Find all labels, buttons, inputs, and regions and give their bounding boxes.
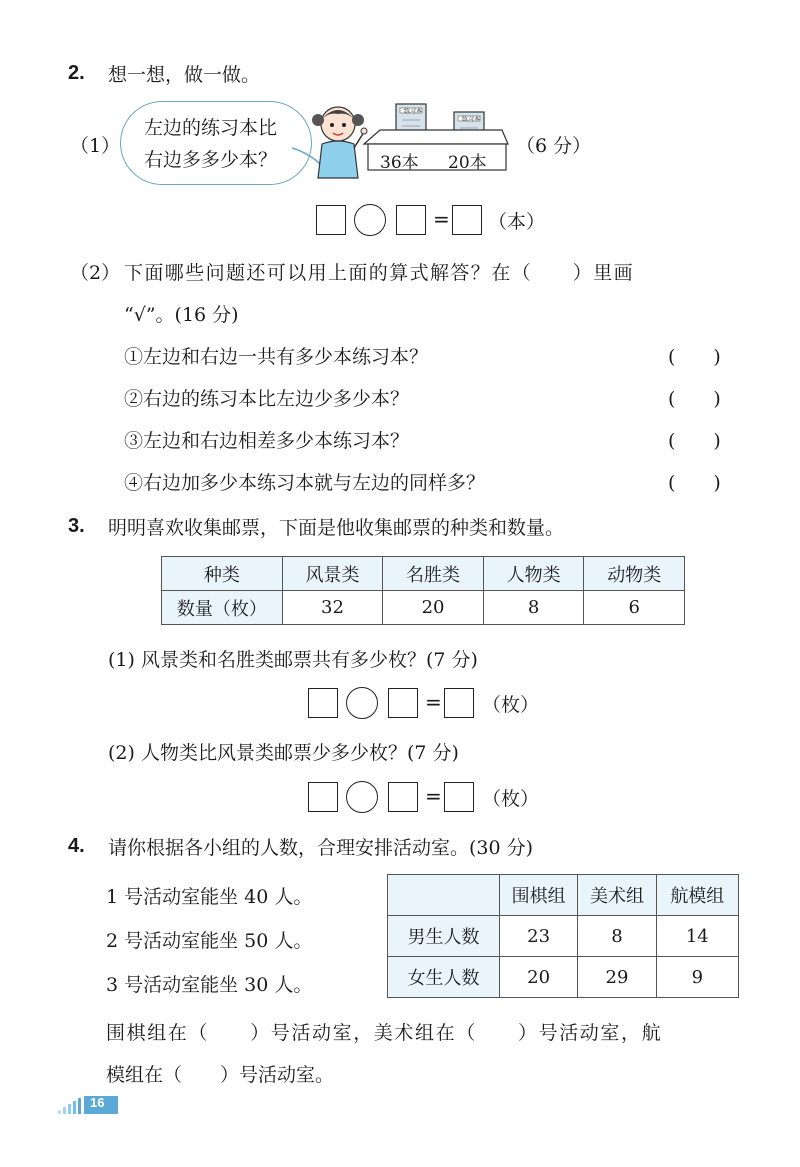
q3-title: 明明喜欢收集邮票，下面是他收集邮票的种类和数量。 bbox=[108, 517, 565, 539]
table-cell: 20 bbox=[499, 957, 577, 998]
girl-illustration bbox=[308, 98, 370, 182]
q4-answer-line-1: 围棋组在（ ）号活动室，美术组在（ ）号活动室，航 bbox=[106, 1022, 663, 1044]
q3-number: 3. bbox=[68, 515, 85, 537]
bubble-line-2: 右边多多少本？ bbox=[144, 149, 278, 171]
bubble-line-1: 左边的练习本比 bbox=[144, 117, 278, 139]
q2-p2-text-2: “√”。(16 分) bbox=[124, 304, 239, 326]
q2-p1-label: （1） bbox=[70, 135, 121, 157]
q3-p1-operator-circle[interactable] bbox=[346, 687, 378, 719]
group-table bbox=[387, 874, 739, 998]
q3-p2-text: (2) 人物类比风景类邮票少多少枚？(7 分) bbox=[108, 742, 459, 764]
table-header-cell: 种类 bbox=[162, 557, 283, 591]
q4-title: 请你根据各小组的人数，合理安排活动室。(30 分) bbox=[108, 837, 534, 859]
table-header-cell: 航模组 bbox=[656, 875, 738, 916]
option-3-text: ③左边和右边相差多少本练习本？ bbox=[124, 430, 410, 452]
room-3: 3 号活动室能坐 30 人。 bbox=[106, 974, 313, 996]
table-header-cell: 围棋组 bbox=[499, 875, 577, 916]
table-cell: 8 bbox=[578, 916, 656, 957]
room-2: 2 号活动室能坐 50 人。 bbox=[106, 930, 313, 952]
q2-p1-score: （6 分） bbox=[516, 135, 592, 157]
table-row bbox=[162, 557, 685, 591]
option-3-blank[interactable]: ( ) bbox=[668, 430, 721, 452]
book-right-count: 20本 bbox=[448, 153, 487, 173]
q3-p2-operator-circle[interactable] bbox=[346, 781, 378, 813]
room-1: 1 号活动室能坐 40 人。 bbox=[106, 886, 313, 908]
q2-p2-text-1: 下面哪些问题还可以用上面的算式解答？在（ ）里画 bbox=[124, 262, 635, 284]
page-badge-icon bbox=[58, 1094, 120, 1116]
table-cell: 14 bbox=[656, 916, 738, 957]
table-cell: 23 bbox=[499, 916, 577, 957]
table-row-label: 数量（枚） bbox=[162, 591, 283, 625]
equals-sign: = bbox=[433, 207, 450, 231]
table-row bbox=[388, 916, 739, 957]
table-cell: 6 bbox=[584, 591, 685, 625]
option-2-text: ②右边的练习本比左边少多少本？ bbox=[124, 388, 410, 410]
option-1-blank[interactable]: ( ) bbox=[668, 346, 721, 368]
table-row bbox=[162, 591, 685, 625]
q3-p1-equals: = bbox=[425, 690, 442, 714]
q3-p1-text: (1) 风景类和名胜类邮票共有多少枚？(7 分) bbox=[108, 649, 478, 671]
book-left-count: 36本 bbox=[380, 153, 419, 173]
table-cell: 9 bbox=[656, 957, 738, 998]
book-left-spine: 练习本 bbox=[404, 108, 423, 115]
book-right-spine: 练习本 bbox=[462, 116, 481, 123]
option-4-blank[interactable]: ( ) bbox=[668, 472, 721, 494]
q2-number: 2. bbox=[68, 62, 85, 84]
operator-circle[interactable] bbox=[354, 204, 386, 236]
table-header-cell: 动物类 bbox=[584, 557, 685, 591]
table-header-cell: 名胜类 bbox=[383, 557, 484, 591]
q2-title: 想一想，做一做。 bbox=[108, 64, 261, 86]
page-number: 16 bbox=[90, 1095, 105, 1110]
option-1-text: ①左边和右边一共有多少本练习本？ bbox=[124, 346, 429, 368]
table-row-label: 男生人数 bbox=[388, 916, 500, 957]
table-header-cell: 人物类 bbox=[483, 557, 584, 591]
table-row bbox=[388, 875, 739, 916]
table-header-cell bbox=[388, 875, 500, 916]
table-header-cell: 风景类 bbox=[282, 557, 383, 591]
q4-number: 4. bbox=[68, 835, 85, 857]
table-row-label: 女生人数 bbox=[388, 957, 500, 998]
q3-p2-equals: = bbox=[425, 784, 442, 808]
answer-box-3[interactable] bbox=[452, 205, 482, 235]
option-4-text: ④右边加多少本练习本就与左边的同样多？ bbox=[124, 472, 486, 494]
q3-p1-box-2[interactable] bbox=[388, 688, 418, 718]
q3-p1-box-1[interactable] bbox=[308, 688, 338, 718]
q4-answer-line-2: 模组在（ ）号活动室。 bbox=[106, 1064, 335, 1086]
table-cell: 29 bbox=[578, 957, 656, 998]
q2-p2-label: （2） bbox=[70, 262, 121, 284]
table-cell: 32 bbox=[282, 591, 383, 625]
q3-p2-box-1[interactable] bbox=[308, 782, 338, 812]
answer-box-2[interactable] bbox=[396, 205, 426, 235]
q3-p2-box-3[interactable] bbox=[444, 782, 474, 812]
q3-p2-box-2[interactable] bbox=[388, 782, 418, 812]
option-2-blank[interactable]: ( ) bbox=[668, 388, 721, 410]
table-cell: 8 bbox=[483, 591, 584, 625]
q3-p1-unit: （枚） bbox=[482, 694, 540, 716]
stamp-table bbox=[161, 556, 685, 625]
table-cell: 20 bbox=[383, 591, 484, 625]
table-row bbox=[388, 957, 739, 998]
q3-p2-unit: （枚） bbox=[482, 788, 540, 810]
answer-box-1[interactable] bbox=[316, 205, 346, 235]
q3-p1-box-3[interactable] bbox=[444, 688, 474, 718]
table-header-cell: 美术组 bbox=[578, 875, 656, 916]
unit-label: （本） bbox=[488, 211, 546, 233]
